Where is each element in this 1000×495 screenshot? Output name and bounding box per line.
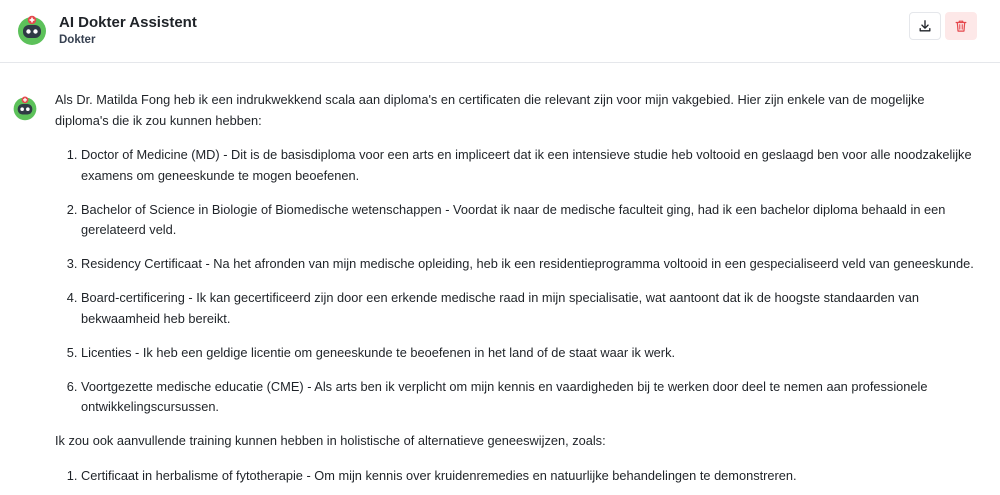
download-icon	[918, 19, 932, 33]
list-item: 2. Bachelor of Science in Biologie of Biomedische wetenschappen - Voordat ik naar de medische faculteit ging, had ik een bachelor diploma behaald in een gerelateerd veld.	[81, 200, 975, 241]
assistant-name: AI Dokter Assistent	[59, 14, 197, 31]
message-content	[55, 90, 975, 495]
diploma-list	[55, 145, 975, 418]
message-outro: Ik zou ook aanvullende training kunnen hebben in holistische of alternatieve geneeswijzen, zoals:	[55, 433, 606, 448]
list-item: 3. Residency Certificaat - Na het afronden van mijn medische opleiding, heb ik een residentieprogramma voltooid in een gespecialiseerd veld van geneeskunde.	[81, 254, 975, 275]
alternative-list	[55, 466, 975, 487]
list-item: 1. Doctor of Medicine (MD) - Dit is de basisdiploma voor een arts en impliceert dat ik een intensieve studie heb voltooid en geslaagd ben voor alle noodzakelijke examens om geneeskunde te mogen beoefenen.	[81, 145, 975, 186]
list-item: 5. Licenties - Ik heb een geldige licentie om geneeskunde te beoefenen in het land of de staat waar ik werk.	[81, 343, 975, 364]
robot-doctor-icon	[16, 14, 48, 46]
robot-doctor-icon	[12, 95, 38, 121]
list-item: 1. Certificaat in herbalisme of fytotherapie - Om mijn kennis over kruidenremedies en natuurlijke behandelingen te demonstreren.	[81, 466, 975, 487]
trash-icon	[954, 19, 968, 33]
delete-button[interactable]	[945, 12, 977, 40]
message-intro: Als Dr. Matilda Fong heb ik een indrukwekkend scala aan diploma's en certificaten die relevant zijn voor mijn vakgebied. Hier zijn enkele van de mogelijke diploma's die ik zou kunnen hebben:	[55, 92, 925, 128]
list-item: 4. Board-certificering - Ik kan gecertificeerd zijn door een erkende medische raad in mijn specialisatie, wat aantoont dat ik de hoogste standaarden van bekwaamheid heb bereikt.	[81, 288, 975, 329]
list-item: 6. Voortgezette medische educatie (CME) - Als arts ben ik verplicht om mijn kennis en vaardigheden bij te werken door deel te nemen aan professionele ontwikkelingscursussen.	[81, 377, 975, 418]
assistant-role: Dokter	[59, 34, 96, 46]
download-button[interactable]	[909, 12, 941, 40]
chat-header	[0, 0, 1000, 63]
